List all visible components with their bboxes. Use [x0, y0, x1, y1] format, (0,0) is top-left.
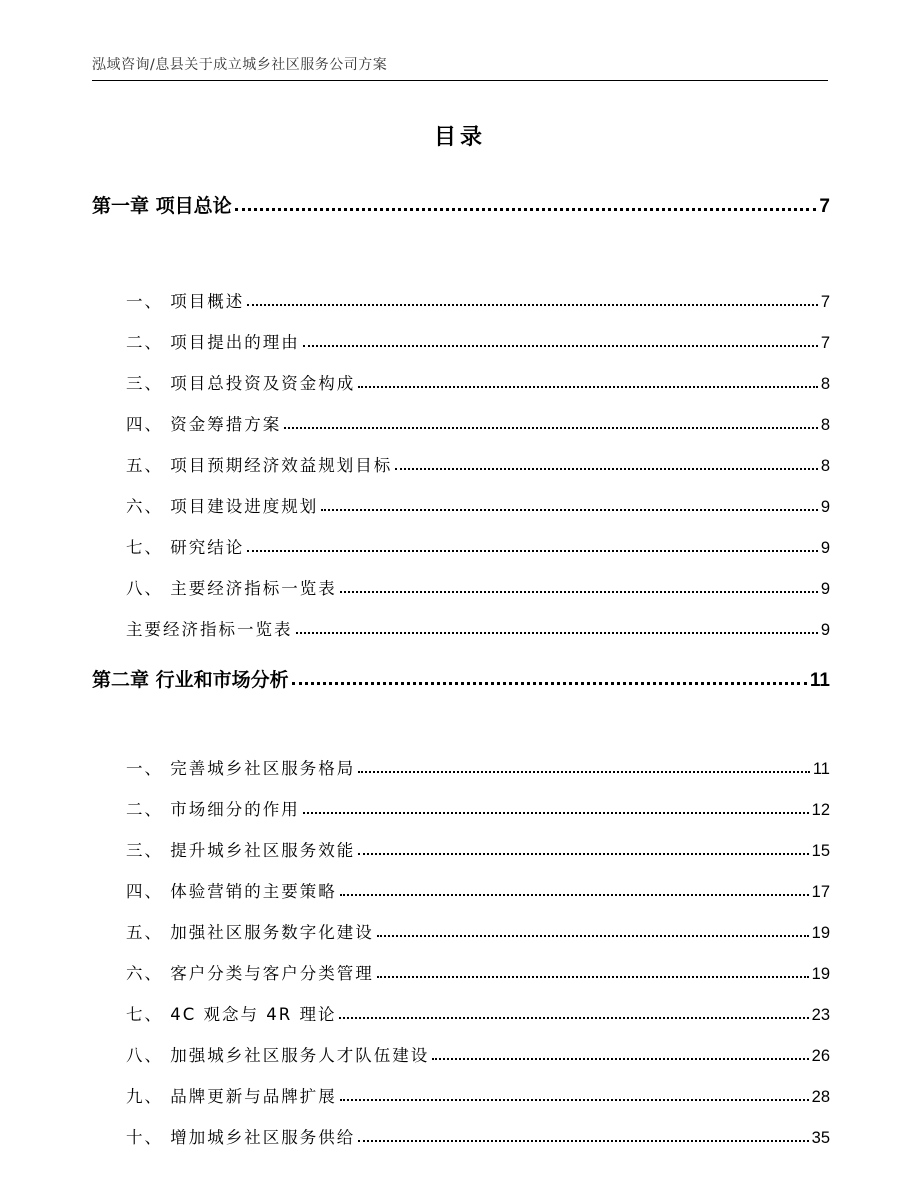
toc-entry-label: 第一章 项目总论 — [92, 195, 232, 217]
toc-page-number: 7 — [819, 196, 830, 217]
toc-entry-label: 六、 项目建设进度规划 — [126, 497, 319, 516]
toc-entry-label: 九、 品牌更新与品牌扩展 — [126, 1087, 337, 1106]
toc-page-number: 12 — [811, 801, 830, 819]
header-divider — [92, 80, 828, 81]
dot-leader — [395, 468, 818, 470]
toc-page-number: 9 — [820, 580, 830, 598]
dot-leader — [340, 1099, 809, 1101]
toc-section[interactable] — [92, 517, 830, 558]
toc-section[interactable] — [92, 271, 830, 312]
toc-table-entry[interactable] — [92, 599, 830, 640]
toc-entry-label: 五、 项目预期经济效益规划目标 — [126, 456, 393, 475]
toc-entry-label: 四、 资金筹措方案 — [126, 415, 282, 434]
toc-page-number: 11 — [812, 760, 830, 778]
toc-section[interactable] — [92, 984, 830, 1025]
dot-leader — [377, 976, 809, 978]
toc-page-number: 28 — [811, 1088, 830, 1106]
toc-page-number: 9 — [820, 498, 830, 516]
dot-leader — [247, 550, 818, 552]
table-of-contents — [92, 176, 830, 1148]
toc-section[interactable] — [92, 902, 830, 943]
toc-section[interactable] — [92, 861, 830, 902]
dot-leader — [235, 208, 817, 211]
dot-leader — [340, 894, 809, 896]
toc-page-number: 8 — [820, 375, 830, 393]
toc-entry-label: 十、 增加城乡社区服务供给 — [126, 1128, 356, 1147]
toc-section[interactable] — [92, 558, 830, 599]
dot-leader — [296, 632, 818, 634]
toc-entry-label: 主要经济指标一览表 — [126, 620, 293, 639]
toc-entry-label: 六、 客户分类与客户分类管理 — [126, 964, 374, 983]
toc-section[interactable] — [92, 435, 830, 476]
toc-page-number: 8 — [820, 457, 830, 475]
toc-page-number: 7 — [820, 334, 830, 352]
toc-section[interactable] — [92, 779, 830, 820]
toc-entry-label: 二、 项目提出的理由 — [126, 333, 300, 352]
toc-entry-label: 八、 加强城乡社区服务人才队伍建设 — [126, 1046, 430, 1065]
toc-page-number: 9 — [820, 539, 830, 557]
toc-page-number: 35 — [811, 1129, 830, 1147]
toc-entry-label: 一、 完善城乡社区服务格局 — [126, 759, 356, 778]
toc-entry-label: 七、 研究结论 — [126, 538, 245, 557]
toc-section[interactable] — [92, 476, 830, 517]
running-header: 泓域咨询/息县关于成立城乡社区服务公司方案 — [92, 57, 388, 73]
dot-leader — [358, 1140, 808, 1142]
toc-entry-label: 第二章 行业和市场分析 — [92, 669, 289, 691]
dot-leader — [321, 509, 818, 511]
toc-chapter-2[interactable] — [92, 650, 830, 692]
toc-page-number: 7 — [820, 293, 830, 311]
toc-page-number: 19 — [811, 965, 830, 983]
toc-entry-label: 一、 项目概述 — [126, 292, 245, 311]
toc-entry-label: 三、 项目总投资及资金构成 — [126, 374, 356, 393]
toc-section[interactable] — [92, 1025, 830, 1066]
dot-leader — [432, 1058, 808, 1060]
dot-leader — [303, 812, 809, 814]
dot-leader — [292, 682, 807, 685]
dot-leader — [284, 427, 818, 429]
toc-section[interactable] — [92, 1066, 830, 1107]
dot-leader — [377, 935, 809, 937]
toc-chapter-1[interactable] — [92, 176, 830, 218]
dot-leader — [247, 304, 818, 306]
dot-leader — [303, 345, 818, 347]
toc-page-number: 17 — [811, 883, 830, 901]
toc-section[interactable] — [92, 943, 830, 984]
toc-page-number: 19 — [811, 924, 830, 942]
page-title: 目录 — [433, 125, 486, 150]
toc-page-number: 11 — [809, 670, 830, 691]
dot-leader — [358, 853, 808, 855]
dot-leader — [358, 386, 818, 388]
toc-entry-label: 五、 加强社区服务数字化建设 — [126, 923, 374, 942]
toc-page-number: 26 — [811, 1047, 830, 1065]
toc-entry-label: 三、 提升城乡社区服务效能 — [126, 841, 356, 860]
dot-leader — [358, 771, 810, 773]
toc-section[interactable] — [92, 820, 830, 861]
toc-page-number: 23 — [811, 1006, 830, 1024]
toc-section[interactable] — [92, 1107, 830, 1148]
toc-section[interactable] — [92, 394, 830, 435]
toc-section[interactable] — [92, 353, 830, 394]
toc-entry-label: 八、 主要经济指标一览表 — [126, 579, 337, 598]
toc-entry-label: 二、 市场细分的作用 — [126, 800, 300, 819]
toc-page-number: 15 — [811, 842, 830, 860]
toc-page-number: 8 — [820, 416, 830, 434]
dot-leader — [339, 1017, 808, 1019]
toc-page-number: 9 — [820, 621, 830, 639]
toc-section[interactable] — [92, 738, 830, 779]
toc-section[interactable] — [92, 312, 830, 353]
toc-entry-label: 七、 4C 观念与 4R 理论 — [126, 1005, 337, 1024]
dot-leader — [340, 591, 818, 593]
toc-entry-label: 四、 体验营销的主要策略 — [126, 882, 337, 901]
